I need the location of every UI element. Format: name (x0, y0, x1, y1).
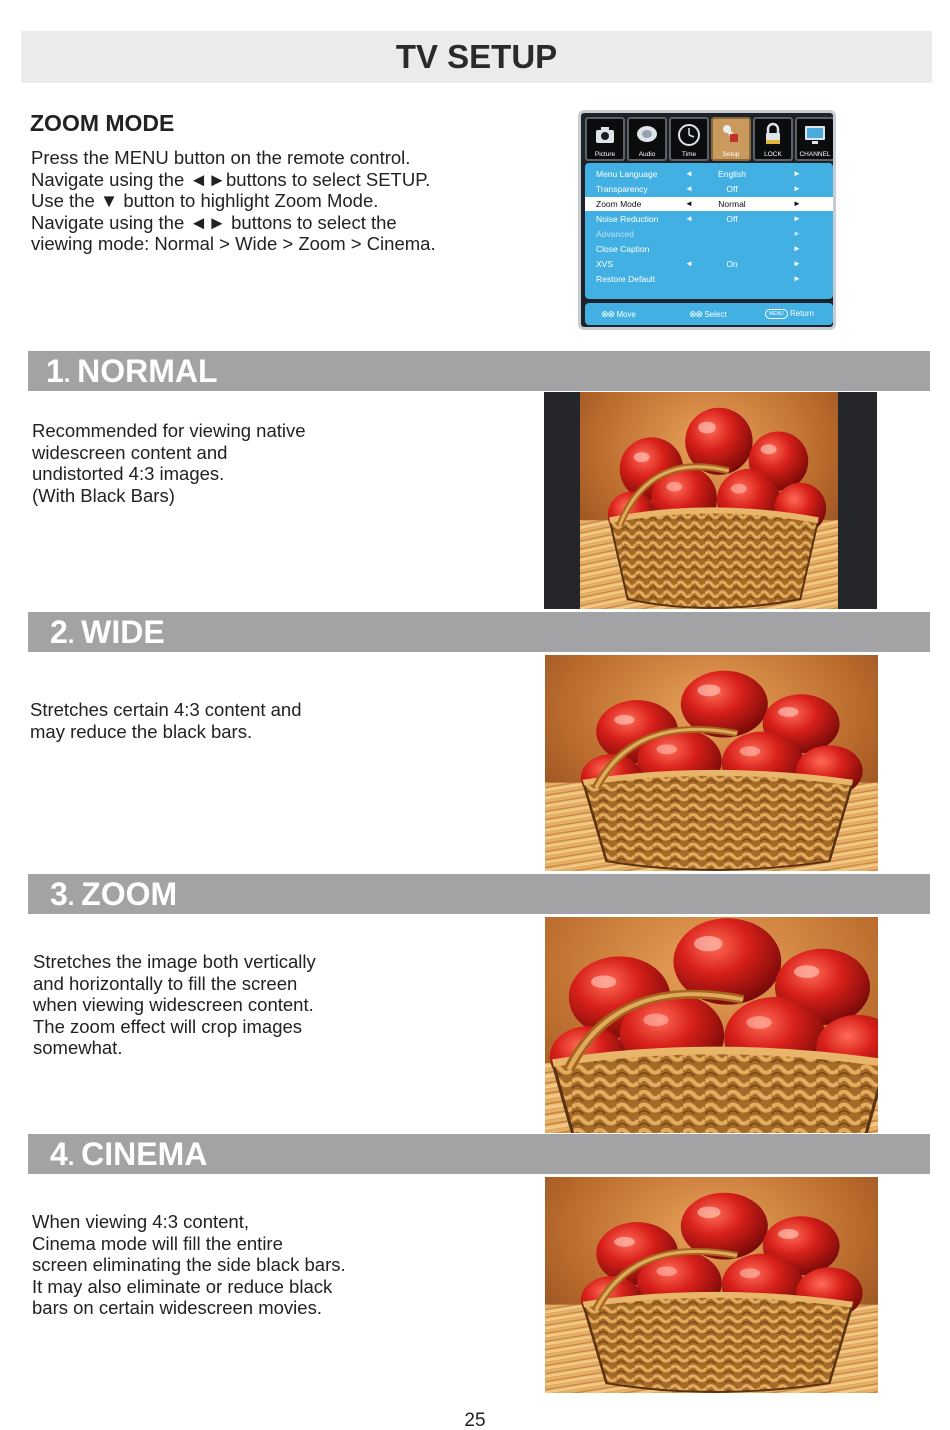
tv-setup-menu-screenshot (578, 110, 836, 330)
description-line: may reduce the black bars. (30, 720, 253, 742)
description-line: screen eliminating the side black bars. (32, 1254, 346, 1275)
section-title-text: NORMAL (77, 353, 218, 389)
description-line: undistorted 4:3 images. (32, 463, 225, 484)
page-title-bar (21, 31, 932, 83)
instruction-line: Use the ▼ button to highlight Zoom Mode. (31, 190, 379, 211)
menu-tab-channel (795, 117, 835, 161)
menu-row-language (585, 167, 833, 181)
section-description-cinema (32, 1211, 346, 1319)
cinema-mode-example-image (545, 1177, 878, 1393)
zoom-mode-example-image (545, 917, 878, 1133)
menu-row-label: Restore Default (596, 274, 656, 284)
left-arrow-icon: ◄ (685, 199, 693, 208)
menu-row-label: Close Caption (596, 244, 650, 254)
description-line: The zoom effect will crop images (33, 1015, 303, 1037)
wrench-icon (718, 122, 744, 148)
left-arrow-icon: ◄ (685, 259, 693, 268)
menu-tab-bar (585, 117, 835, 161)
setup-options-panel (585, 163, 833, 299)
menu-row-xvs (585, 257, 833, 271)
menu-tab-label: Audio (638, 151, 656, 158)
menu-row-close-caption (585, 242, 833, 256)
description-line: widescreen content and (32, 441, 228, 463)
page-number: 25 (464, 1410, 486, 1430)
section-header-normal (28, 351, 930, 391)
left-arrow-icon: ◄ (685, 169, 693, 178)
monitor-icon (802, 122, 828, 148)
menu-tab-label: Setup (722, 151, 740, 158)
page-title: TV SETUP (395, 38, 558, 75)
lock-icon (760, 122, 786, 148)
description-line: Stretches the image both vertically (33, 951, 316, 972)
move-label: Move (616, 310, 636, 319)
description-line: and horizontally to fill the screen (33, 972, 298, 994)
apple-basket-image (545, 655, 878, 871)
menu-row-value: Normal (718, 199, 746, 209)
right-arrow-icon: ► (793, 169, 801, 178)
menu-row-label: Zoom Mode (596, 199, 642, 209)
section-number: 1 (46, 353, 64, 389)
menu-row-value: Off (726, 214, 738, 224)
right-arrow-icon: ► (793, 259, 801, 268)
description-line: Cinema mode will fill the entire (32, 1232, 283, 1254)
menu-row-label: Transparency (596, 184, 648, 194)
zoom-mode-heading: ZOOM MODE (30, 110, 175, 136)
section-header-zoom (28, 874, 930, 914)
instruction-line: Navigate using the ◄►buttons to select SETUP. (31, 168, 431, 190)
description-line: Stretches certain 4:3 content and (30, 699, 302, 720)
description-line: It may also eliminate or reduce black (32, 1275, 333, 1297)
select-arrows-icon: ⊗⊗ (689, 309, 703, 319)
section-title-text: WIDE (81, 614, 165, 650)
menu-row-label: Noise Reduction (596, 214, 659, 224)
description-line: Recommended for viewing native (32, 420, 306, 441)
instruction-line: Press the MENU button on the remote control. (31, 147, 411, 168)
left-arrow-icon: ◄ (685, 214, 693, 223)
menu-row-value: On (726, 259, 738, 269)
select-hint (689, 308, 727, 321)
section-title: 2. WIDE (50, 614, 165, 650)
section-description-normal (32, 420, 306, 506)
menu-row-label: Menu Language (596, 169, 658, 179)
section-header-wide (28, 612, 930, 652)
instruction-line: Navigate using the ◄► buttons to select the (31, 211, 397, 233)
menu-tab-setup (711, 117, 751, 161)
description-line: somewhat. (33, 1037, 123, 1058)
wide-mode-example-image (545, 655, 878, 871)
description-line: when viewing widescreen content. (33, 994, 314, 1015)
zoom-mode-instructions (31, 147, 551, 255)
section-description-wide (30, 699, 302, 742)
right-arrow-icon: ► (793, 184, 801, 193)
menu-footer (585, 303, 833, 325)
menu-key-icon: MENU (765, 309, 788, 319)
speaker-icon (634, 122, 660, 148)
section-title: 3. ZOOM (50, 876, 178, 912)
section-number: 4 (50, 1136, 68, 1172)
apple-basket-image (580, 392, 838, 609)
description-line: When viewing 4:3 content, (32, 1211, 249, 1232)
instruction-line: viewing mode: Normal > Wide > Zoom > Cinema. (31, 233, 436, 254)
menu-row-restore-default (585, 272, 833, 286)
menu-row-value: Off (726, 184, 738, 194)
right-arrow-icon: ► (793, 199, 801, 208)
section-number: 2 (50, 614, 68, 650)
right-arrow-icon: ► (793, 274, 801, 283)
right-arrow-icon: ► (793, 229, 801, 238)
menu-row-label: Advanced (596, 229, 634, 239)
menu-tab-audio (627, 117, 667, 161)
menu-tab-label: Time (681, 151, 697, 158)
select-label: Select (704, 310, 727, 319)
section-header-cinema (28, 1134, 930, 1174)
menu-tab-label: CHANNEL (799, 151, 831, 158)
section-description-zoom (33, 951, 316, 1059)
left-arrow-icon: ◄ (685, 184, 693, 193)
description-line: bars on certain widescreen movies. (32, 1297, 322, 1318)
menu-row-zoom-mode (585, 197, 833, 211)
section-title-text: ZOOM (81, 876, 178, 912)
apple-basket-image (545, 1177, 878, 1393)
section-number: 3 (50, 876, 68, 912)
section-title: 1. NORMAL (46, 353, 218, 389)
move-arrows-icon: ⊗⊗ (601, 309, 615, 319)
menu-row-noise-reduction (585, 212, 833, 226)
menu-row-label: XVS (596, 259, 614, 269)
menu-row-advanced (585, 227, 833, 241)
camera-icon (592, 122, 618, 148)
menu-tab-picture (585, 117, 625, 161)
right-arrow-icon: ► (793, 244, 801, 253)
menu-tab-time (669, 117, 709, 161)
normal-mode-example-image (544, 392, 877, 609)
move-hint (601, 308, 636, 321)
return-hint (765, 308, 814, 320)
menu-tab-label: LOCK (764, 151, 782, 158)
clock-icon (676, 122, 702, 148)
description-line: (With Black Bars) (32, 484, 175, 506)
return-label: Return (789, 309, 814, 318)
section-title-text: CINEMA (81, 1136, 208, 1172)
section-title: 4. CINEMA (50, 1136, 208, 1172)
apple-basket-image (545, 917, 878, 1133)
menu-row-transparency (585, 182, 833, 196)
menu-row-value: English (718, 169, 746, 179)
menu-tab-lock (753, 117, 793, 161)
right-arrow-icon: ► (793, 214, 801, 223)
menu-tab-label: Picture (594, 151, 616, 158)
